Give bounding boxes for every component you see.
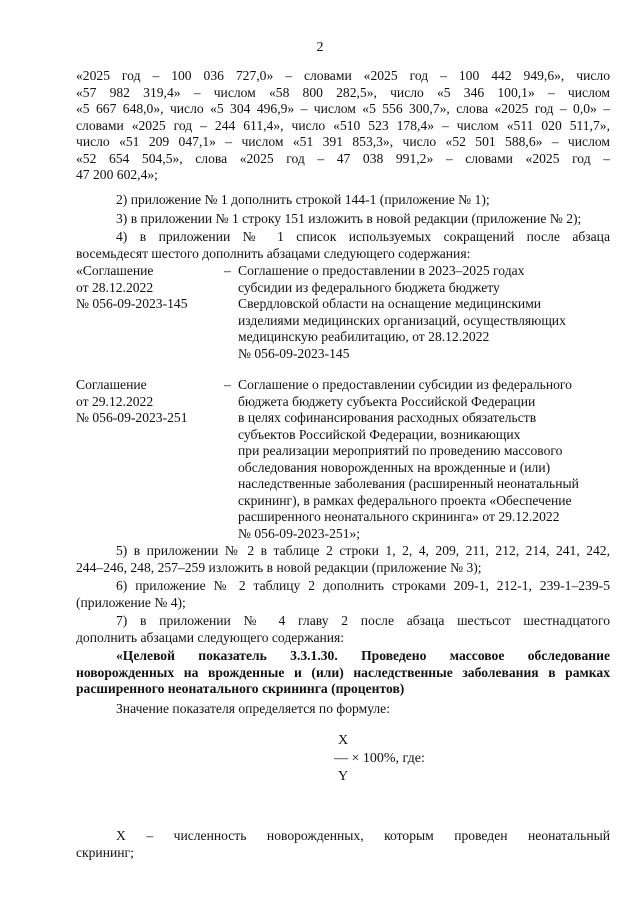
definition-1 [76, 263, 616, 362]
item-5-line1: 5) в приложении № 2 в таблице 2 строки 1, 2, 4, 209, 211, 212, 214, 241, 242, [116, 543, 610, 558]
formula-numerator: X [338, 733, 349, 748]
top-line: «52 654 504,5», слова «2025 год – 47 038 991,2» – словами «2025 год – [76, 150, 610, 166]
heading-line: новорожденных на врожденные и (или) наследственные заболевания в рамках [76, 664, 610, 680]
definition-text: Соглашение о предоставлении в 2023–2025 годах субсидии из федерального бюджета бюджету Свердловской области на оснащение медицинскими изделиями медицинских организаций, осуществляющих медицинскую реабилитацию, от 28.12.2022 № 056-09-2023-145 [238, 263, 566, 361]
formula-intro [76, 701, 610, 718]
item-4-line2: восемьдесят шестого дополнить абзацами следующего содержания: [76, 245, 471, 261]
heading-line-last: расширенного неонатального скрининга (процентов) [76, 681, 405, 696]
item-7-line2: дополнить абзацами следующего содержания: [76, 629, 345, 645]
item-3: 3) в приложении № 1 строку 151 изложить в новой редакции (приложение № 2); [116, 210, 582, 226]
definition-dash: – [224, 377, 231, 392]
page-number: 2 [316, 40, 324, 55]
x-definition-line2: скрининг; [76, 844, 134, 860]
item-7-line1: 7) в приложении № 4 главу 2 после абзаца шестьсот шестнадцатого [116, 613, 610, 628]
indicator-heading [76, 648, 610, 698]
item-2: 2) приложение № 1 дополнить строкой 144-1 (приложение № 1); [116, 192, 490, 207]
top-line: «5 667 648,0», число «5 304 496,9» – числом «5 556 300,7», слова «2025 год – 0,0» – [76, 101, 610, 116]
top-line-last: 47 200 602,4»; [76, 167, 158, 182]
definition-term: Соглашение от 29.12.2022 № 056-09-2023-251 [76, 377, 188, 425]
formula-intro-text: Значение показателя определяется по формуле: [116, 701, 390, 716]
top-line: число «51 209 047,1» – числом «51 391 853,3», число «52 501 588,6» – числом [76, 134, 610, 149]
formula-middle: — × 100%, где: [334, 751, 425, 766]
item-4-line1: 4) в приложении № 1 список используемых сокращений после абзаца [116, 229, 610, 244]
top-line: словами «2025 год – 244 611,4», число «510 523 178,4» – числом «511 020 511,7», [76, 117, 610, 133]
top-line: «2025 год – 100 036 727,0» – словами «2025 год – 100 442 949,6», число [76, 68, 610, 83]
x-definition [76, 828, 610, 861]
items-5-7 [76, 543, 610, 646]
definition-dash: – [224, 263, 231, 278]
item-6-line2: (приложение № 4); [76, 594, 186, 610]
item-5-line2: 244–246, 248, 257–259 изложить в новой редакции (приложение № 3); [76, 559, 482, 575]
definition-2 [76, 377, 616, 542]
formula-denominator: Y [338, 769, 349, 784]
item-6-line1: 6) приложение № 2 таблицу 2 дополнить строками 209-1, 212-1, 239-1–239-5 [116, 578, 610, 593]
definition-term: «Соглашение от 28.12.2022 № 056-09-2023-145 [76, 263, 188, 311]
top-line: «57 982 319,4» – числом «58 800 282,5», число «5 346 100,1» – числом [76, 84, 610, 100]
definition-text: Соглашение о предоставлении субсидии из федерального бюджета бюджету субъекта Российской Федерации в целях софинансирования расходных обязательств субъектов Российской Федерации, возникающих при реализации мероприятий по проведению массового обследования новорожденных на врожденные и (или) наследственные заболевания (расширенный неонатальный скрининг), в рамках федерального проекта «Обеспечение расширенного неонатального скрининга» от 29.12.2022 № 056-09-2023-251»; [238, 377, 579, 541]
heading-line: «Целевой показатель 3.3.1.30. Проведено массовое обследование [116, 648, 610, 663]
top-paragraph [76, 68, 610, 184]
x-definition-line1: X – численность новорожденных, которым проведен неонатальный [116, 828, 610, 843]
items-2-4 [76, 192, 610, 262]
